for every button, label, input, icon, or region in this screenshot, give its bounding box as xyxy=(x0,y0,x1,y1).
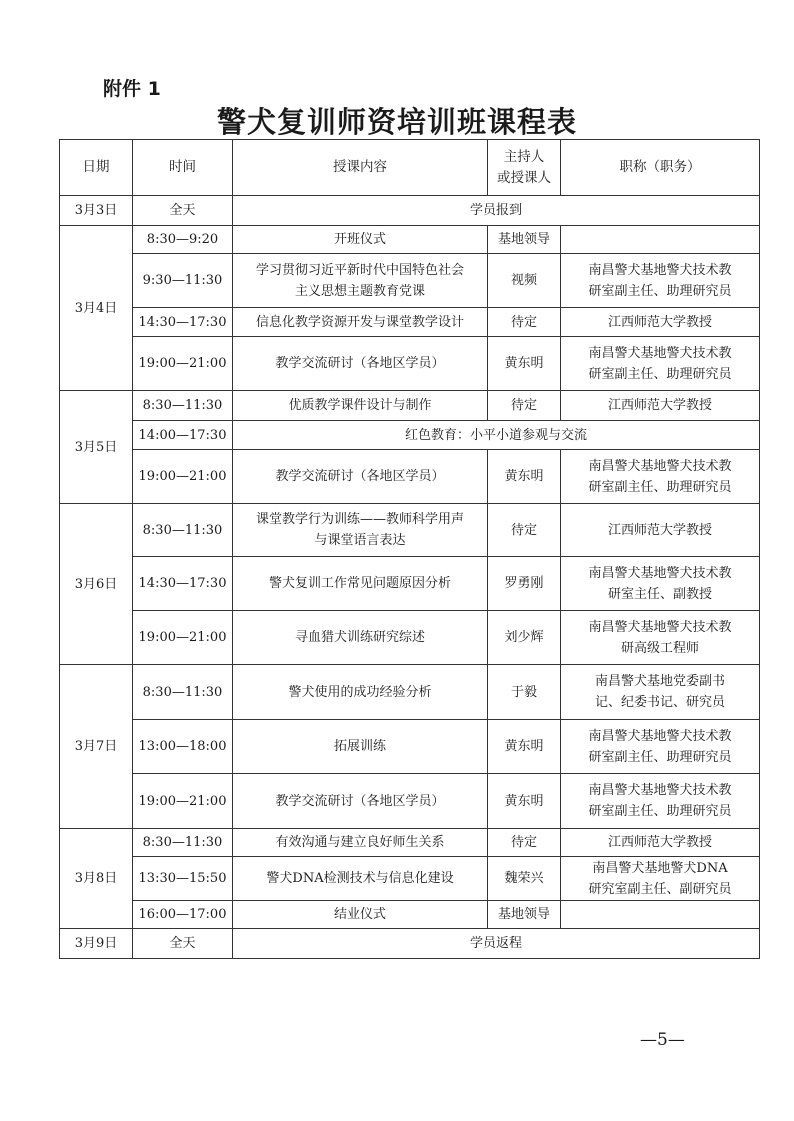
page-number: —5— xyxy=(640,1030,685,1050)
time-cell: 19:00—21:00 xyxy=(133,337,233,391)
title-cell xyxy=(561,901,760,929)
attachment-label: 附件 1 xyxy=(103,78,161,100)
schedule-row xyxy=(60,929,760,959)
time-cell: 8:30—11:30 xyxy=(133,504,233,557)
date-cell: 3月6日 xyxy=(60,504,133,665)
schedule-row xyxy=(60,226,760,254)
title-line: 南昌警犬基地党委副书 xyxy=(594,674,725,689)
content-line: 学习贯彻习近平新时代中国特色社会 xyxy=(255,262,464,278)
content-cell xyxy=(233,665,488,720)
schedule-row xyxy=(60,337,760,391)
date-cell: 3月5日 xyxy=(60,391,133,504)
title-line: 研室副主任、助理研究员 xyxy=(588,749,732,765)
schedule-row xyxy=(60,308,760,337)
title-cell xyxy=(561,611,760,665)
schedule-row xyxy=(60,450,760,504)
title-cell xyxy=(561,308,760,337)
title-line: 江西师范大学教授 xyxy=(607,314,712,330)
title-cell xyxy=(561,857,760,901)
schedule-table xyxy=(59,139,760,959)
title-line: 江西师范大学教授 xyxy=(607,398,712,413)
merged-activity-cell: 红色教育：小平小道参观与交流 xyxy=(233,421,760,450)
time-cell: 14:30—17:30 xyxy=(133,308,233,337)
date-cell: 3月8日 xyxy=(60,829,133,929)
date-cell: 3月4日 xyxy=(60,226,133,391)
title-line: 研室副主任、助理研究员 xyxy=(588,283,732,299)
date-cell: 3月7日 xyxy=(60,665,133,829)
schedule-body xyxy=(60,196,760,959)
host-cell: 黄东明 xyxy=(488,774,561,829)
content-line: 结业仪式 xyxy=(333,907,386,922)
content-line: 教学交流研讨（各地区学员） xyxy=(275,356,445,371)
content-cell xyxy=(233,720,488,774)
content-line: 教学交流研讨（各地区学员） xyxy=(275,793,445,809)
schedule-row xyxy=(60,421,760,450)
time-cell: 8:30—11:30 xyxy=(133,665,233,720)
header-title: 职称（职务） xyxy=(561,140,760,196)
host-cell: 刘少辉 xyxy=(488,611,561,665)
time-cell: 13:00—18:00 xyxy=(133,720,233,774)
schedule-row xyxy=(60,611,760,665)
time-cell: 19:00—21:00 xyxy=(133,774,233,829)
host-cell: 待定 xyxy=(488,829,561,857)
host-cell: 基地领导 xyxy=(488,901,561,929)
header-time: 时间 xyxy=(133,140,233,196)
host-cell: 魏荣兴 xyxy=(488,857,561,901)
title-line: 南昌警犬基地警犬技术教 xyxy=(588,619,732,635)
schedule-row xyxy=(60,720,760,774)
title-line: 记、纪委书记、研究员 xyxy=(594,695,725,710)
time-cell: 19:00—21:00 xyxy=(133,450,233,504)
content-line: 警犬使用的成功经验分析 xyxy=(288,684,432,700)
time-cell: 8:30—9:20 xyxy=(133,226,233,254)
title-line: 南昌警犬基地警犬技术教 xyxy=(588,458,732,474)
host-cell: 罗勇刚 xyxy=(488,557,561,611)
content-line: 教学交流研讨（各地区学员） xyxy=(275,469,445,484)
content-line: 课堂教学行为训练——教师科学用声 xyxy=(255,512,464,527)
title-cell xyxy=(561,450,760,504)
schedule-row xyxy=(60,901,760,929)
schedule-row xyxy=(60,557,760,611)
title-line: 研室副主任、助理研究员 xyxy=(588,804,732,819)
time-cell: 14:00—17:30 xyxy=(133,421,233,450)
content-line: 开班仪式 xyxy=(333,232,386,247)
host-cell: 黄东明 xyxy=(488,337,561,391)
title-cell xyxy=(561,774,760,829)
content-cell xyxy=(233,611,488,665)
title-cell xyxy=(561,504,760,557)
title-line: 江西师范大学教授 xyxy=(607,522,712,538)
time-cell: 8:30—11:30 xyxy=(133,391,233,421)
time-cell: 13:30—15:50 xyxy=(133,857,233,901)
title-cell xyxy=(561,226,760,254)
host-cell: 黄东明 xyxy=(488,450,561,504)
schedule-row xyxy=(60,829,760,857)
content-cell xyxy=(233,829,488,857)
content-cell xyxy=(233,450,488,504)
host-cell: 于毅 xyxy=(488,665,561,720)
title-line: 研室副主任、助理研究员 xyxy=(588,366,732,382)
title-cell xyxy=(561,254,760,308)
time-cell: 全天 xyxy=(133,196,233,226)
time-cell: 16:00—17:00 xyxy=(133,901,233,929)
host-cell: 基地领导 xyxy=(488,226,561,254)
time-cell: 全天 xyxy=(133,929,233,959)
header-host-line1: 主持人 xyxy=(503,148,545,165)
content-line: 优质教学课件设计与制作 xyxy=(288,398,432,413)
title-cell xyxy=(561,665,760,720)
content-cell xyxy=(233,504,488,557)
title-line: 南昌警犬基地警犬DNA xyxy=(592,860,728,876)
content-cell xyxy=(233,308,488,337)
content-line: 警犬复训工作常见问题原因分析 xyxy=(268,576,451,591)
content-cell xyxy=(233,774,488,829)
time-cell: 8:30—11:30 xyxy=(133,829,233,857)
title-line: 南昌警犬基地警犬技术教 xyxy=(588,728,732,744)
time-cell: 14:30—17:30 xyxy=(133,557,233,611)
host-cell: 待定 xyxy=(488,308,561,337)
merged-activity-cell: 学员返程 xyxy=(233,929,760,959)
content-line: 有效沟通与建立良好师生关系 xyxy=(275,835,445,850)
header-host-line2: 或授课人 xyxy=(497,169,551,186)
time-cell: 9:30—11:30 xyxy=(133,254,233,308)
host-cell: 待定 xyxy=(488,391,561,421)
title-line: 研究室副主任、副研究员 xyxy=(588,881,732,897)
content-cell xyxy=(233,254,488,308)
title-line: 研室主任、副教授 xyxy=(607,586,712,602)
merged-activity-cell: 学员报到 xyxy=(233,196,760,226)
content-cell xyxy=(233,226,488,254)
title-cell xyxy=(561,720,760,774)
title-cell xyxy=(561,829,760,857)
title-line: 研室副主任、助理研究员 xyxy=(588,479,732,495)
content-cell xyxy=(233,901,488,929)
content-cell xyxy=(233,857,488,901)
header-host xyxy=(488,140,561,196)
content-cell xyxy=(233,557,488,611)
schedule-row xyxy=(60,254,760,308)
content-line: 主义思想主题教育党课 xyxy=(294,283,425,299)
schedule-row xyxy=(60,857,760,901)
host-cell: 视频 xyxy=(488,254,561,308)
date-cell: 3月9日 xyxy=(60,929,133,959)
header-content: 授课内容 xyxy=(233,140,488,196)
title-line: 江西师范大学教授 xyxy=(607,835,712,850)
content-line: 拓展训练 xyxy=(333,739,386,754)
date-cell: 3月3日 xyxy=(60,196,133,226)
host-cell: 黄东明 xyxy=(488,720,561,774)
schedule-row xyxy=(60,504,760,557)
host-cell: 待定 xyxy=(488,504,561,557)
content-line: 警犬DNA检测技术与信息化建设 xyxy=(266,871,454,886)
title-line: 南昌警犬基地警犬技术教 xyxy=(588,783,732,798)
content-line: 寻血猎犬训练研究综述 xyxy=(294,630,425,645)
page-title: 警犬复训师资培训班课程表 xyxy=(216,105,577,139)
title-line: 南昌警犬基地警犬技术教 xyxy=(588,565,732,581)
content-cell xyxy=(233,337,488,391)
content-line: 与课堂语言表达 xyxy=(314,533,406,548)
schedule-row xyxy=(60,391,760,421)
title-line: 研高级工程师 xyxy=(620,640,699,656)
header-date: 日期 xyxy=(60,140,133,196)
content-line: 信息化教学资源开发与课堂教学设计 xyxy=(255,314,464,330)
title-cell xyxy=(561,557,760,611)
time-cell: 19:00—21:00 xyxy=(133,611,233,665)
title-line: 南昌警犬基地警犬技术教 xyxy=(588,262,732,278)
schedule-row xyxy=(60,774,760,829)
header-row xyxy=(60,140,760,196)
title-cell xyxy=(561,337,760,391)
title-cell xyxy=(561,391,760,421)
schedule-row xyxy=(60,665,760,720)
schedule-row xyxy=(60,196,760,226)
content-cell xyxy=(233,391,488,421)
title-line: 南昌警犬基地警犬技术教 xyxy=(588,345,732,361)
